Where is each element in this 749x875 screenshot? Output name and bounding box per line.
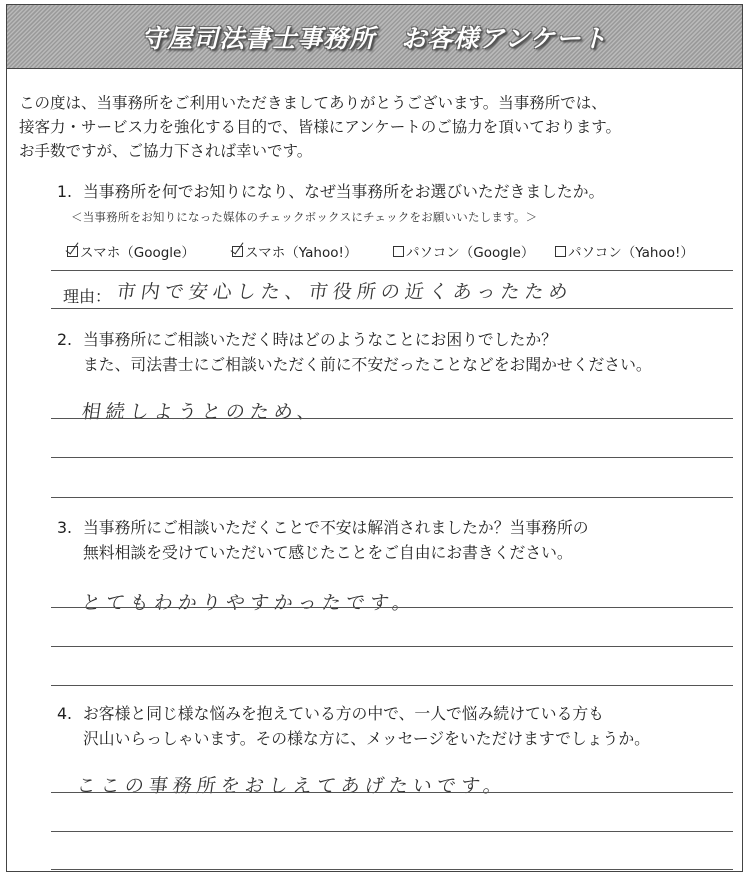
question-2 — [57, 327, 652, 377]
question-1 — [57, 179, 604, 204]
option-pc-yahoo[interactable] — [555, 241, 694, 261]
survey-sheet — [6, 4, 743, 872]
answer-line — [51, 646, 733, 647]
question-text: 無料相談を受けていただいて感じたことをご自由にお書きください。 — [83, 543, 573, 562]
answer-line — [51, 497, 733, 498]
option-smartphone-google[interactable] — [67, 241, 195, 261]
question-text: 当事務所にご相談いただく時はどのようなことにお困りでしたか？ — [83, 330, 557, 349]
answer-line — [51, 869, 733, 870]
checkbox[interactable] — [555, 246, 566, 257]
question-number: 4. — [57, 704, 73, 723]
media-options — [67, 241, 707, 263]
answer-line — [51, 457, 733, 458]
header-banner — [7, 5, 742, 69]
question-3 — [57, 515, 589, 565]
handwritten-answer-2[interactable]: 相続しようとのため、 — [80, 401, 323, 423]
handwritten-answer-3[interactable]: とてもわかりやすかったです。 — [80, 592, 418, 614]
question-1-note: ＜当事務所をお知りになった媒体のチェックボックスにチェックをお願いいたします。＞ — [71, 210, 538, 224]
question-number: 2. — [57, 330, 73, 349]
question-number: 1. — [57, 182, 73, 201]
answer-line — [51, 792, 733, 793]
intro-text — [19, 91, 739, 163]
checkbox[interactable] — [393, 246, 404, 257]
answer-line — [51, 270, 733, 271]
header-title: 守屋司法書士事務所 お客様アンケート — [141, 23, 608, 53]
answer-line — [51, 831, 733, 832]
answer-line — [51, 685, 733, 686]
question-number: 3. — [57, 518, 73, 537]
option-label: パソコン（Yahoo!） — [568, 245, 694, 261]
answer-line — [51, 607, 733, 608]
option-smartphone-yahoo[interactable] — [232, 241, 357, 261]
question-text: お客様と同じ様な悩みを抱えている方の中で、一人で悩み続けている方も — [83, 704, 604, 723]
handwritten-answer-1[interactable]: 市内で安心した、市役所の近くあったため — [115, 281, 575, 303]
question-text: また、司法書士にご相談いただく前に不安だったことなどをお聞かせください。 — [83, 355, 652, 374]
intro-line: お手数ですが、ご協力下されば幸いです。 — [19, 142, 313, 160]
question-4 — [57, 701, 650, 751]
question-text: 当事務所にご相談いただくことで不安は解消されましたか？当事務所の — [83, 518, 589, 537]
option-label: スマホ（Google） — [80, 245, 195, 261]
handwritten-answer-4[interactable]: ここの事務所をおしえてあげたいです。 — [75, 775, 509, 797]
question-text: 沢山いらっしゃいます。その様な方に、メッセージをいただけますでしょうか。 — [83, 729, 650, 748]
answer-line — [51, 308, 733, 309]
option-pc-google[interactable] — [393, 241, 534, 261]
checkbox-checked[interactable] — [232, 246, 243, 257]
answer-line — [51, 418, 733, 419]
intro-line: 接客力・サービス力を強化する目的で、皆様にアンケートのご協力を頂いております。 — [19, 118, 622, 136]
reason-label: 理由： — [63, 287, 112, 306]
checkbox-checked[interactable] — [67, 246, 78, 257]
intro-line: この度は、当事務所をご利用いただきましてありがとうございます。当事務所では、 — [19, 94, 607, 112]
option-label: パソコン（Google） — [406, 245, 535, 261]
question-text: 当事務所を何でお知りになり、なぜ当事務所をお選びいただきましたか。 — [83, 182, 605, 201]
option-label: スマホ（Yahoo!） — [245, 245, 358, 261]
